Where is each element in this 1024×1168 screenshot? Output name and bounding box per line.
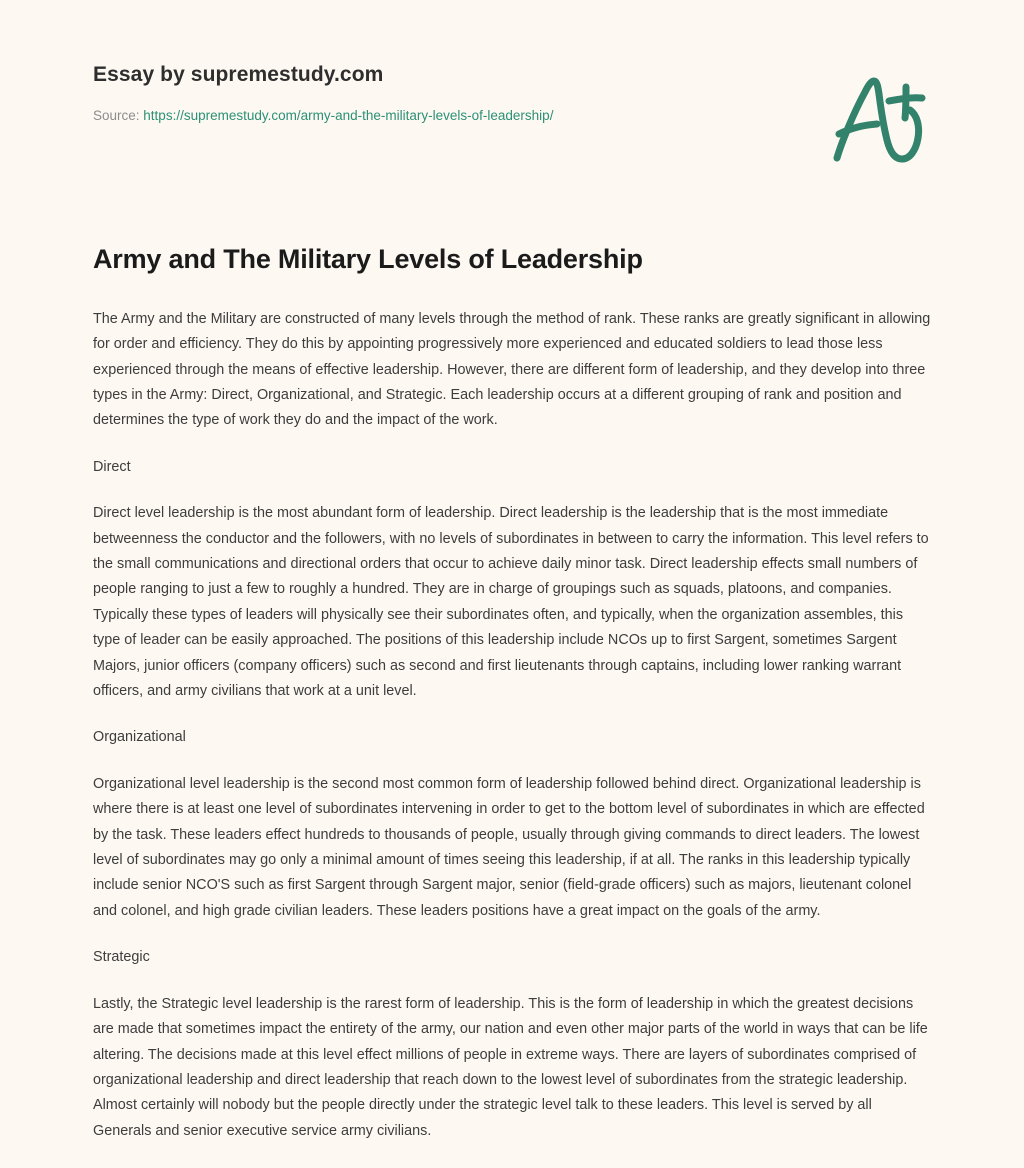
article-body — [93, 243, 933, 1144]
a-plus-logo-icon — [825, 72, 929, 168]
section-body-strategic: Lastly, the Strategic level leadership is the rarest form of leadership. This is the form of leadership in which the greatest decisions are made that sometimes impact the entirety of the army, our nation and even other major parts of the world in ways that can be life altering. The decisions made at this level effect millions of people in extreme ways. There are layers of subordinates comprised of organizational leadership and direct leadership that reach down to the lowest level of subordinates from the strategic leadership. Almost certainly will nobody but the people directly under the strategic level talk to these leaders. This level is served by all Generals and senior executive service army civilians. — [93, 995, 928, 1139]
page-title: Army and The Military Levels of Leadership — [93, 244, 643, 274]
section-heading-organizational: Organizational — [93, 729, 186, 746]
intro-paragraph: The Army and the Military are constructed of many levels through the method of rank. These ranks are greatly significant in allowing for order and efficiency. They do this by appointing progressively more experienced and educated soldiers to lead those less experienced through the means of effective leadership. However, there are different form of leadership, and they develop into three types in the Army: Direct, Organizational, and Strategic. Each leadership occurs at a different grouping of rank and position and determines the type of work they do and the impact of the work. — [93, 310, 931, 429]
section-body-organizational: Organizational level leadership is the second most common form of leadership followed behind direct. Organizational leadership is where there is at least one level of subordinates intervening in order to get to the bottom level of subordinates in which are effected by the task. These leaders effect hundreds to thousands of people, usually through giving commands to direct leaders. The lowest level of subordinates may go only a minimal amount of times seeing this leadership, if at all. The ranks in this leadership typically include senior NCO'S such as first Sargent through Sargent major, senior (field-grade officers) such as majors, lieutenant colonel and colonel, and high grade civilian leaders. These leaders positions have a great impact on the goals of the army. — [93, 775, 925, 919]
byline: Essay by supremestudy.com — [93, 63, 384, 86]
section-heading-strategic: Strategic — [93, 949, 150, 966]
a-plus-logo[interactable] — [825, 72, 929, 168]
section-heading-direct: Direct — [93, 458, 131, 475]
source-label: Source: — [93, 108, 140, 124]
source-line — [93, 107, 931, 126]
source-url-link[interactable]: https://supremestudy.com/army-and-the-military-levels-of-leadership/ — [143, 108, 554, 124]
section-body-direct: Direct level leadership is the most abundant form of leadership. Direct leadership is the leadership that is the most immediate betweenness the conductor and the followers, with no levels of subordinates in between to carry the information. This level refers to the small communications and directional orders that occur to achieve daily minor task. Direct leadership effects small numbers of people ranging to just a few to roughly a hundred. They are in charge of groupings such as squads, platoons, and companies. Typically these types of leaders will physically see their subordinates often, and typically, when the organization assembles, this type of leader can be easily approached. The positions of this leadership include NCOs up to first Sargent, sometimes Sargent Majors, junior officers (company officers) such as second and first lieutenants through captains, including lower ranking warrant officers, and army civilians that work at a unit level. — [93, 505, 929, 700]
